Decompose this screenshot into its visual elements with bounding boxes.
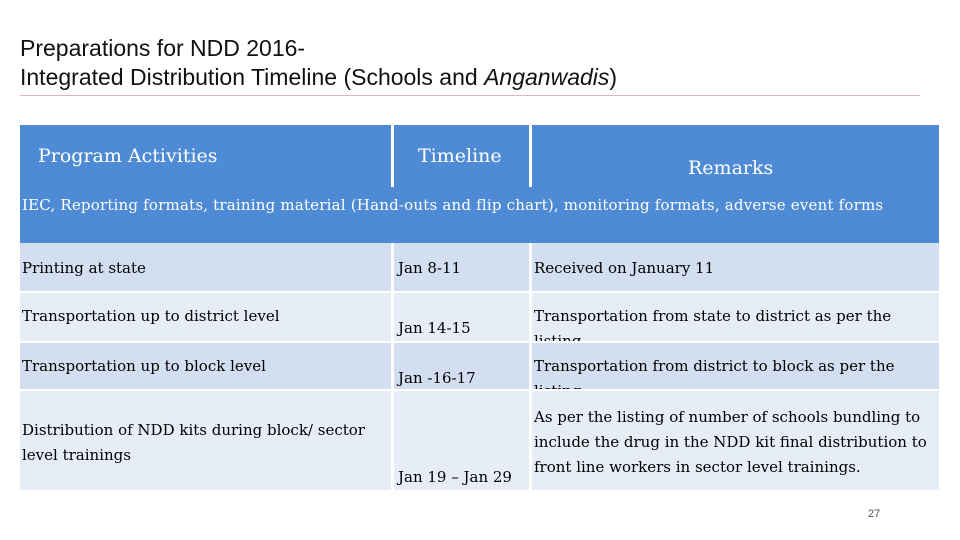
row-1-activity-text: Printing at state <box>22 259 146 277</box>
title-line-2-suffix: ) <box>609 64 618 90</box>
row-4-activity-text: Distribution of NDD kits during block/ sector level trainings <box>22 421 365 464</box>
row-4-remarks-text: As per the listing of number of schools bundling to include the drug in the NDD kit final distribution to front line workers in sector level trainings. <box>534 408 927 476</box>
header-remarks-label: Remarks <box>688 157 774 179</box>
row-1-timeline <box>392 243 530 292</box>
row-3-timeline-text: Jan -16-17 <box>398 369 476 387</box>
row-2-timeline-text: Jan 14-15 <box>398 319 471 337</box>
header-divider-2 <box>529 125 532 187</box>
header-timeline-label: Timeline <box>418 145 502 167</box>
title-line-2 <box>20 63 617 92</box>
row-2-timeline <box>392 292 530 342</box>
timeline-table <box>20 125 939 490</box>
row-divider-2 <box>20 341 939 343</box>
title-line-2-italic: Anganwadis <box>484 64 610 90</box>
header-divider-1 <box>391 125 394 187</box>
row-1-remarks-text: Received on January 11 <box>534 259 715 277</box>
row-3-remarks-text: Transportation from district to block as per the <box>534 357 895 375</box>
row-3-activity-text: Transportation up to block level <box>22 357 266 375</box>
row-3-timeline <box>392 342 530 390</box>
header-activities <box>20 125 392 187</box>
row-divider-3 <box>20 389 939 391</box>
row-1-remarks <box>530 243 939 292</box>
row-2-activity-text: Transportation up to district level <box>22 307 280 325</box>
title-line-2-prefix: Integrated Distribution Timeline (Schools and <box>20 64 485 90</box>
header-timeline <box>392 125 530 187</box>
row-3-remarks <box>530 342 939 390</box>
row-4-timeline-text: Jan 19 – Jan 29 <box>398 468 512 486</box>
row-1-activity <box>20 243 392 292</box>
row-divider-1 <box>20 291 939 293</box>
slide-title <box>20 34 617 92</box>
band-text: IEC, Reporting formats, training material (Hand-outs and flip chart), monitoring formats, adverse event forms <box>22 196 884 214</box>
row-4-activity <box>20 390 392 490</box>
header-activities-label: Program Activities <box>38 145 218 167</box>
row-2-remarks <box>530 292 939 342</box>
row-3-activity <box>20 342 392 390</box>
body-divider-1 <box>391 243 394 490</box>
page-number: 27 <box>868 508 881 520</box>
title-divider <box>20 95 920 96</box>
header-remarks <box>530 125 939 187</box>
title-line-1: Preparations for NDD 2016- <box>20 35 306 61</box>
band-row <box>20 187 939 243</box>
body-divider-2 <box>529 243 532 490</box>
row-2-activity <box>20 292 392 342</box>
row-4-remarks <box>530 390 939 490</box>
row-1-timeline-text: Jan 8-11 <box>398 259 462 277</box>
row-4-timeline <box>392 390 530 490</box>
row-2-remarks-text: Transportation from state to district as per the <box>534 307 892 325</box>
